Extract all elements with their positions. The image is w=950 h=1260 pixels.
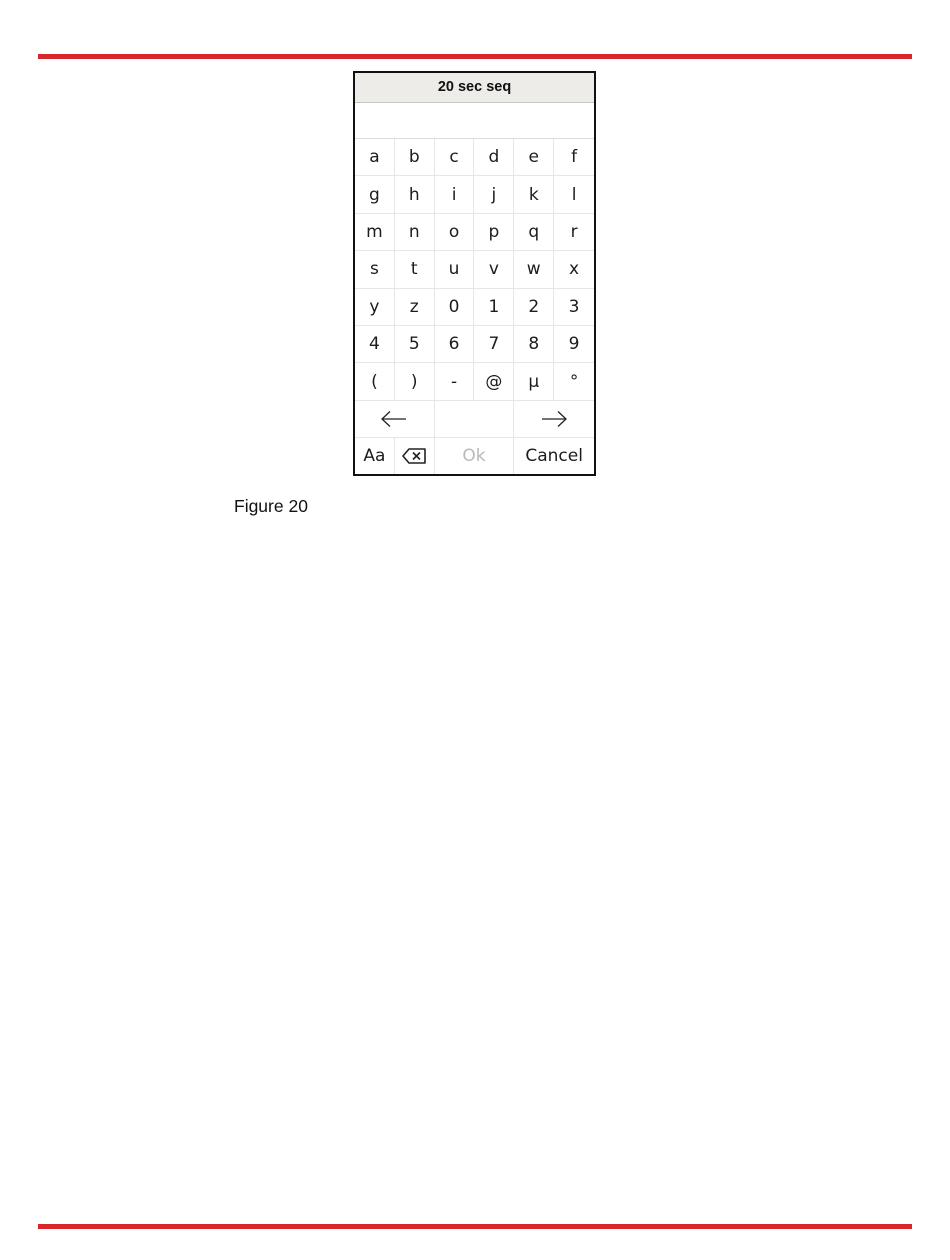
arrow-left-icon bbox=[380, 410, 408, 428]
keyboard-dialog bbox=[353, 71, 596, 476]
backspace-icon bbox=[401, 447, 427, 465]
keyboard-action-row bbox=[355, 438, 594, 474]
key-button[interactable]: 3 bbox=[554, 289, 594, 326]
key-button[interactable]: r bbox=[554, 214, 594, 251]
key-button[interactable]: 0 bbox=[435, 289, 475, 326]
key-button[interactable]: u bbox=[435, 251, 475, 288]
key-button[interactable]: k bbox=[514, 176, 554, 213]
key-button[interactable]: z bbox=[395, 289, 435, 326]
top-red-rule bbox=[38, 54, 912, 59]
key-button[interactable]: p bbox=[474, 214, 514, 251]
key-button[interactable]: e bbox=[514, 139, 554, 176]
key-button[interactable]: ( bbox=[355, 363, 395, 400]
key-button[interactable]: ° bbox=[554, 363, 594, 400]
key-button[interactable]: 2 bbox=[514, 289, 554, 326]
key-button[interactable]: w bbox=[514, 251, 554, 288]
key-button[interactable]: l bbox=[554, 176, 594, 213]
key-button[interactable]: 4 bbox=[355, 326, 395, 363]
key-button[interactable]: j bbox=[474, 176, 514, 213]
key-button[interactable]: b bbox=[395, 139, 435, 176]
key-button[interactable]: x bbox=[554, 251, 594, 288]
key-button[interactable]: 8 bbox=[514, 326, 554, 363]
case-toggle-button[interactable]: Aa bbox=[355, 438, 395, 474]
key-button[interactable]: m bbox=[355, 214, 395, 251]
bottom-red-rule bbox=[38, 1224, 912, 1229]
key-button[interactable]: d bbox=[474, 139, 514, 176]
key-button[interactable]: q bbox=[514, 214, 554, 251]
key-button[interactable]: 5 bbox=[395, 326, 435, 363]
key-button[interactable]: h bbox=[395, 176, 435, 213]
cancel-button[interactable]: Cancel bbox=[525, 446, 583, 467]
key-button[interactable]: y bbox=[355, 289, 395, 326]
key-button[interactable]: t bbox=[395, 251, 435, 288]
key-button[interactable]: µ bbox=[514, 363, 554, 400]
cursor-right-button[interactable] bbox=[514, 401, 594, 437]
key-button[interactable]: 1 bbox=[474, 289, 514, 326]
key-button[interactable]: f bbox=[554, 139, 594, 176]
key-button[interactable]: c bbox=[435, 139, 475, 176]
key-grid bbox=[355, 139, 594, 401]
key-button[interactable]: 9 bbox=[554, 326, 594, 363]
key-button[interactable]: ) bbox=[395, 363, 435, 400]
cursor-left-button[interactable] bbox=[355, 401, 435, 437]
key-button[interactable]: a bbox=[355, 139, 395, 176]
key-button[interactable]: 7 bbox=[474, 326, 514, 363]
ok-button[interactable]: Ok bbox=[435, 438, 515, 474]
backspace-button[interactable] bbox=[395, 438, 435, 474]
key-button[interactable]: @ bbox=[474, 363, 514, 400]
key-button[interactable]: i bbox=[435, 176, 475, 213]
key-button[interactable]: s bbox=[355, 251, 395, 288]
text-entry-field[interactable] bbox=[355, 103, 594, 139]
cursor-nav-spacer bbox=[435, 401, 515, 437]
cursor-nav-row bbox=[355, 401, 594, 438]
key-button[interactable]: o bbox=[435, 214, 475, 251]
key-button[interactable]: v bbox=[474, 251, 514, 288]
key-button[interactable]: - bbox=[435, 363, 475, 400]
figure-caption: Figure 20 bbox=[234, 496, 308, 516]
key-button[interactable]: n bbox=[395, 214, 435, 251]
key-button[interactable]: g bbox=[355, 176, 395, 213]
key-button[interactable]: 6 bbox=[435, 326, 475, 363]
dialog-title: 20 sec seq bbox=[355, 73, 594, 103]
arrow-right-icon bbox=[540, 410, 568, 428]
